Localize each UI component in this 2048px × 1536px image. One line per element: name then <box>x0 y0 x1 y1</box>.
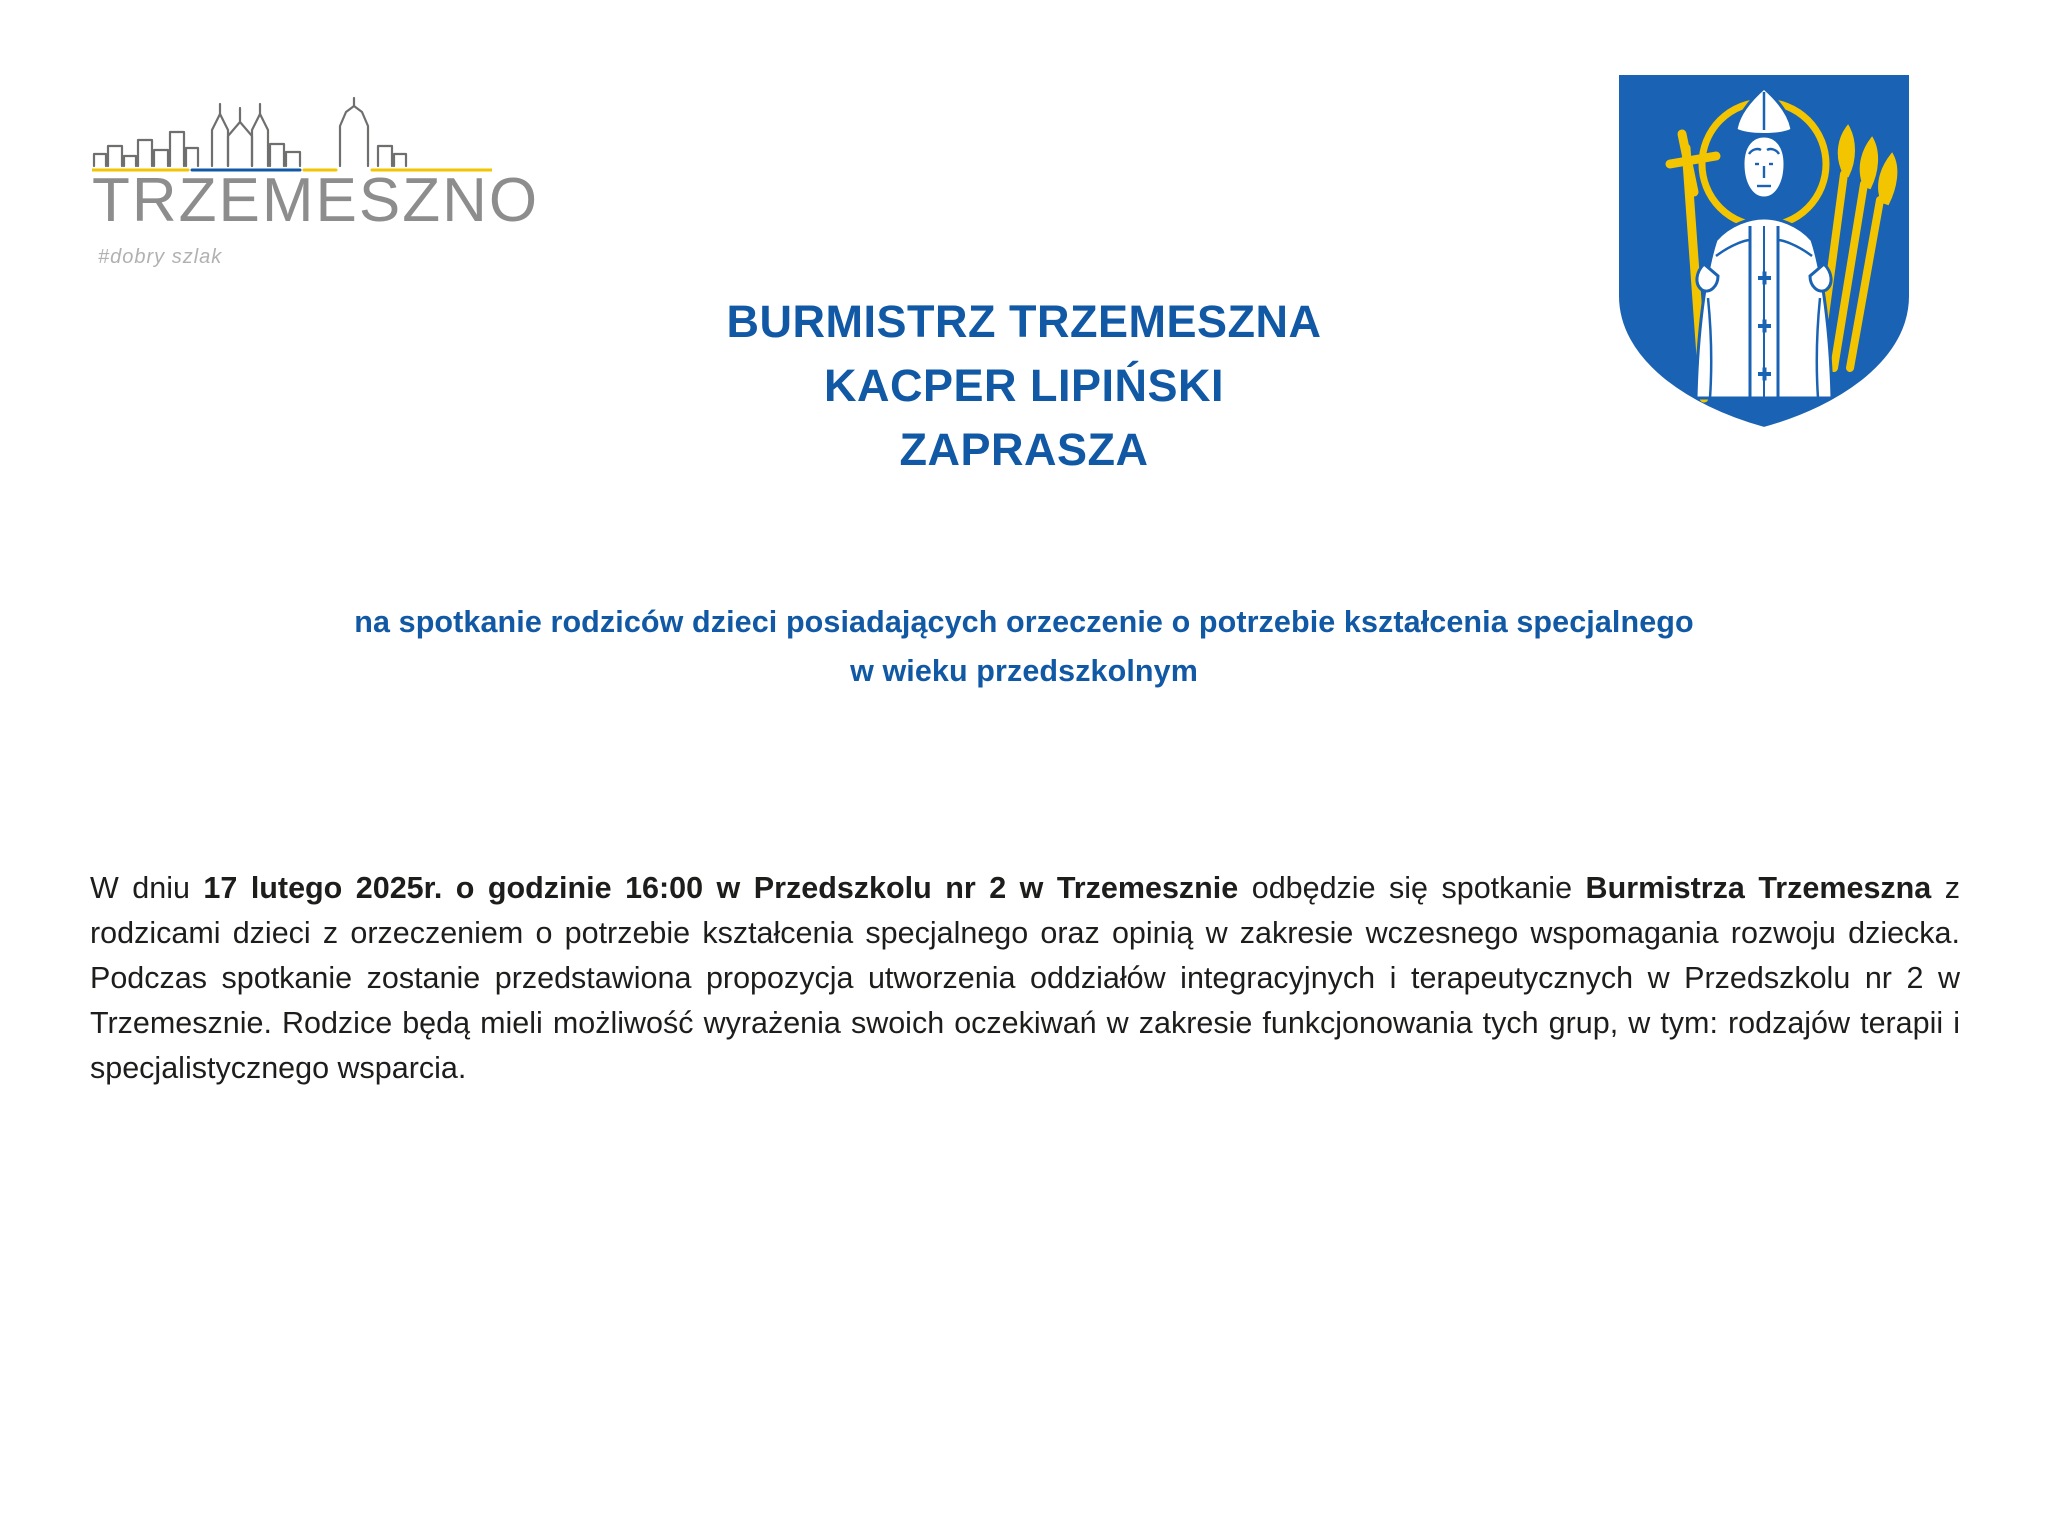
body-host: Burmistrza Trzemeszna <box>1585 870 1932 905</box>
body-rest: z rodzicami dzieci z orzeczeniem o potrzebie kształcenia specjalnego oraz opinią w zakresie wczesnego wspomagania rozwoju dziecka. Podczas spotkanie zostanie przedstawiona propozycja utworzenia oddziałów integracyjnych i terapeutycznych w Przedszkolu nr 2 w Trzemesznie. Rodzice będą mieli możliwość wyrażenia swoich oczekiwań w zakresie funkcjonowania tych grup, w tym: rodzajów terapii i specjalistycznego wsparcia. <box>90 870 1961 1085</box>
body-intro: W dniu <box>90 870 204 905</box>
body-date-time-place: 17 lutego 2025r. o godzinie 16:00 w Przedszkolu nr 2 w Trzemesznie <box>203 870 1239 905</box>
page-subtitle-line-2: w wieku przedszkolnym <box>850 654 1198 689</box>
page-title-line-2: KACPER LIPIŃSKI <box>823 359 1225 411</box>
page-subtitle <box>90 598 1958 697</box>
page-title-line-1: BURMISTRZ TRZEMESZNA <box>726 296 1322 347</box>
logo-wordmark: TRZEMESZNO <box>92 166 540 235</box>
town-skyline-icon <box>92 96 492 176</box>
body-paragraph <box>90 866 1960 1092</box>
body-after-date: odbędzie się spotkanie <box>1238 870 1586 905</box>
logo-tagline: #dobry szlak <box>98 246 223 268</box>
trzemeszno-logo <box>92 96 562 269</box>
page-subtitle-line-1: na spotkanie rodziców dzieci posiadających orzeczenie o potrzebie kształcenia specjalnego <box>354 605 1694 639</box>
page-title-line-3: ZAPRASZA <box>899 423 1149 475</box>
page-title <box>0 290 2048 482</box>
